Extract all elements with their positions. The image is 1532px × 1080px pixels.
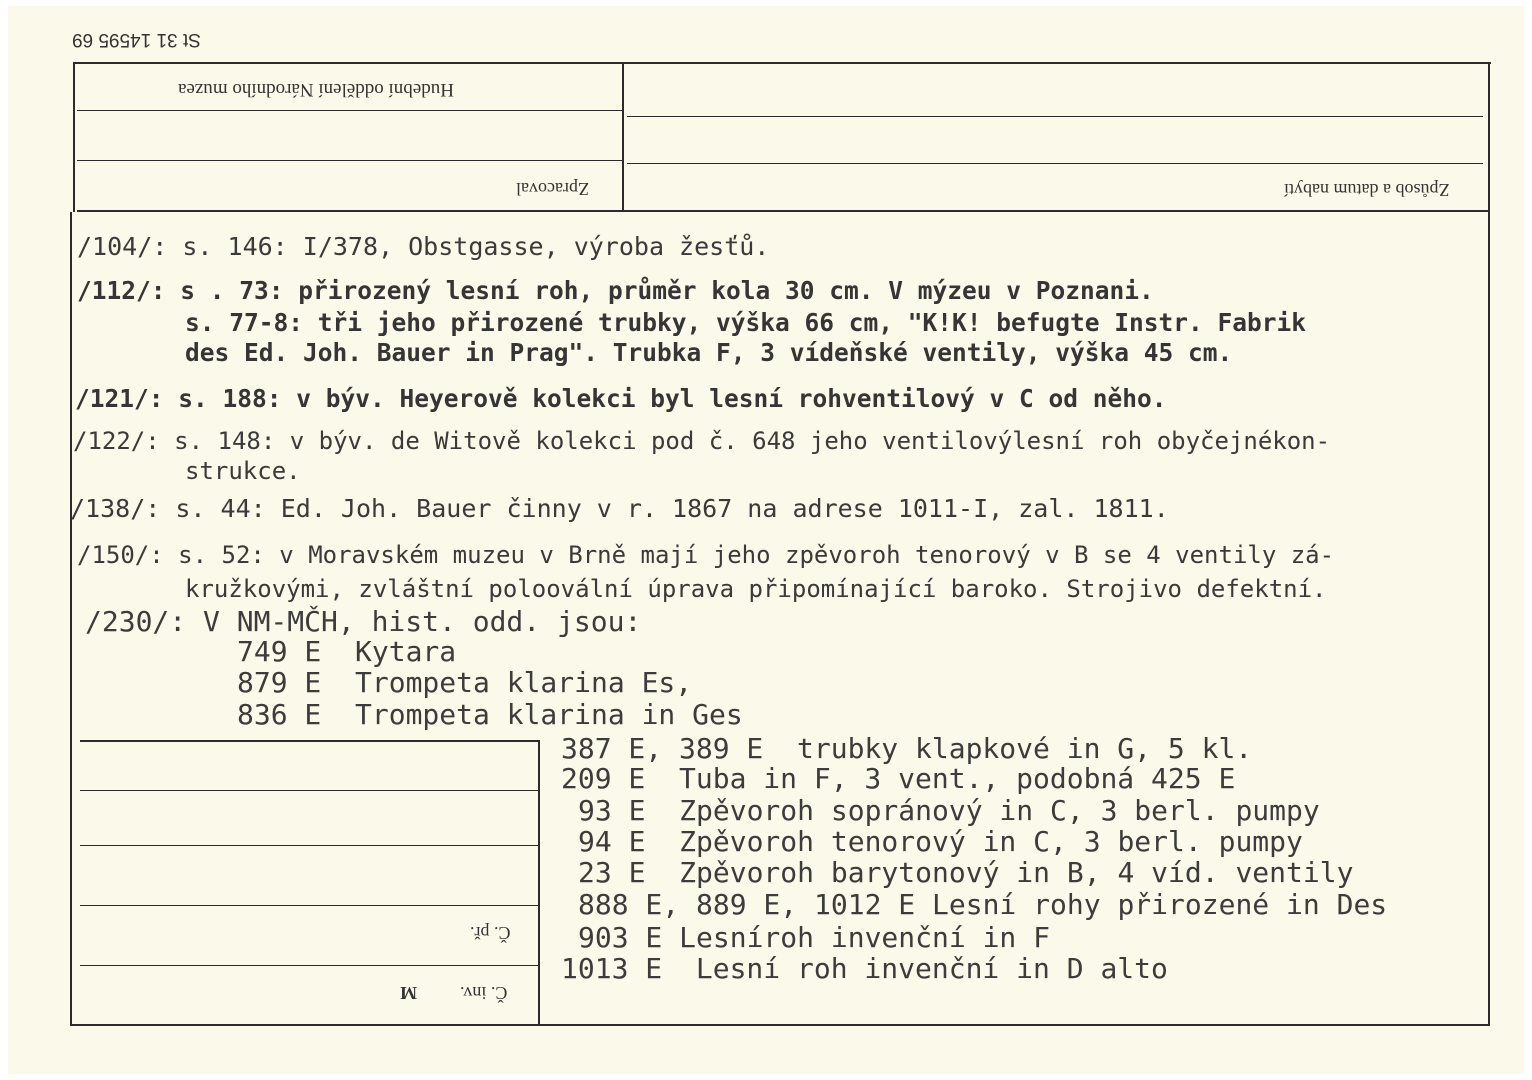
form-border-left (73, 62, 75, 212)
item-line: 836 E Trompeta klarina in Ges (237, 698, 743, 731)
item-line: 94 E Zpěvoroh tenorový in C, 3 berl. pumpy (578, 825, 1303, 858)
form-rule (627, 116, 1483, 117)
entry-line: /122/: s. 148: v býv. de Witově kolekci pod č. 648 jeho ventilovýlesní roh obyčejnékon- (73, 427, 1331, 455)
item-line: 387 E, 389 E trubky klapkové in G, 5 kl. (561, 732, 1253, 765)
item-line: 879 E Trompeta klarina Es, (237, 666, 693, 699)
form-rule (80, 965, 538, 966)
top-code: St 31 14595 69 (72, 29, 201, 50)
form-box-top (80, 740, 540, 742)
entry-line: /104/: s. 146: I/378, Obstgasse, výroba žesťů. (77, 232, 770, 261)
form-border-top (73, 62, 1491, 64)
form-divider-vertical (622, 62, 624, 210)
pr-no-label: Č. př. (470, 923, 511, 943)
item-line: 1013 E Lesní roh invenční in D alto (561, 952, 1168, 985)
entry-line: /112/: s . 73: přirozený lesní roh, průměr kola 30 cm. V mýzeu v Poznani. (77, 276, 1154, 305)
form-rule (77, 160, 622, 161)
form-border-right (1488, 62, 1490, 1024)
form-rule (80, 790, 538, 791)
inv-no-label: Č. inv. (460, 983, 508, 1003)
entry-line: /230/: V NM-MČH, hist. odd. jsou: (85, 605, 642, 638)
museum-label: Hudební oddělení Národního muzea (178, 79, 454, 100)
form-margin-left (70, 212, 72, 1026)
form-border-bottom (70, 1024, 1490, 1026)
form-rule (80, 845, 538, 846)
form-rule (77, 210, 1488, 212)
acquisition-label: Způsob a datum nabytí (1284, 180, 1450, 200)
item-line: 903 E Lesníroh invenční in F (578, 921, 1051, 954)
entry-line: /150/: s. 52: v Moravském muzeu v Brně mají jeho zpěvoroh tenorový v B se 4 ventily zá- (77, 541, 1335, 569)
entry-line: kružkovými, zvláštní poloovální úprava připomínající baroko. Strojivo defektní. (185, 575, 1327, 603)
entry-line: /121/: s. 188: v býv. Heyerově kolekci byl lesní rohventilový v C od něho. (75, 384, 1167, 413)
processed-by-label: Zpracoval (516, 179, 589, 199)
form-box-vertical (538, 740, 540, 1024)
item-line: 209 E Tuba in F, 3 vent., podobná 425 E (561, 762, 1236, 795)
entry-line: strukce. (185, 457, 301, 485)
entry-line: s. 77-8: tři jeho přirozené trubky, výška 66 cm, "K!K! befugte Instr. Fabrik (185, 308, 1307, 337)
entry-line: /138/: s. 44: Ed. Joh. Bauer činny v r. 1867 na adrese 1011-I, zal. 1811. (70, 494, 1169, 523)
form-rule (627, 163, 1483, 164)
form-rule (77, 110, 622, 111)
item-line: 23 E Zpěvoroh barytonový in B, 4 víd. ventily (578, 856, 1354, 889)
entry-line: des Ed. Joh. Bauer in Prag". Trubka F, 3 vídeňské ventily, výška 45 cm. (185, 338, 1233, 367)
form-rule (80, 905, 538, 906)
item-line: 888 E, 889 E, 1012 E Lesní rohy přirozené in Des (578, 888, 1388, 921)
item-line: 749 E Kytara (237, 635, 457, 668)
item-line: 93 E Zpěvoroh sopránový in C, 3 berl. pumpy (578, 794, 1320, 827)
inv-suffix-label: M (400, 983, 417, 1003)
